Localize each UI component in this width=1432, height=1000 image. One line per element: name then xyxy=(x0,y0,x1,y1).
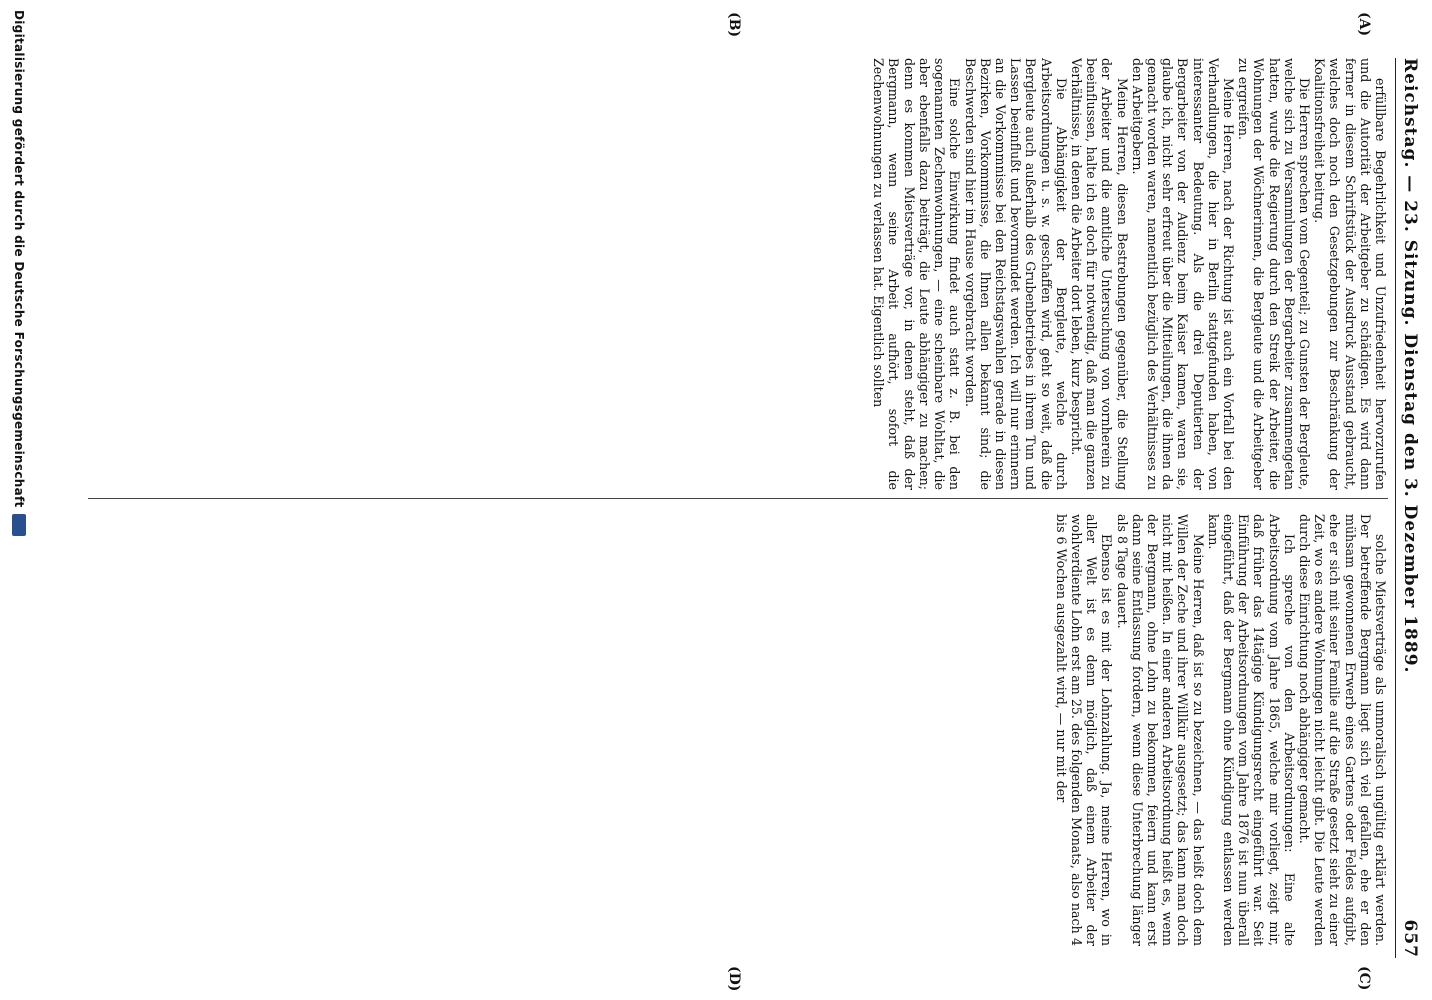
paragraph: Meine Herren, diesen Bestrebungen gegenüber, die Stellung der Arbeiter und die amtliche Untersuchung von vornherein zu beeinflussen, halte ich es doch für notwendig, daß man die ganzen Verhältnisse, in denen die Arbeiter dort leben, kurz bespricht. xyxy=(1068,58,1130,490)
digitization-credit xyxy=(12,10,26,536)
page-title: Reichstag. — 23. Sitzung. Dienstag den 3. Dezember 1889. xyxy=(1400,58,1420,674)
text-column-right xyxy=(88,514,1388,946)
paragraph: Meine Herren, daß ist so zu bezeichnen, — das heißt doch dem Willen der Zeche und ihrer Willkür ausgesetzt; das kann man doch nicht mit heißen. In einer anderen Arbeitsordnung heißt es, wenn der Bergmann, ohne Lohn zu bekommen, feiern und kann erst dann seine Entlassung fordern, wenn diese Unterbrechung länger als 8 Tage dauert. xyxy=(1114,514,1206,946)
margin-marker-b: (B) xyxy=(726,12,742,38)
header-rule xyxy=(1395,58,1396,958)
margin-marker-d: (D) xyxy=(726,966,742,992)
credit-text: Digitalisierung gefördert durch die Deutsche Forschungsgemeinschaft xyxy=(12,10,26,508)
running-head xyxy=(1396,58,1420,958)
dfg-logo-icon xyxy=(12,514,26,536)
paragraph: Die Abhängigkeit der Bergleute, welche durch Arbeitsordnungen u. s. w. geschaffen wird, geht so weit, daß die Bergleute auch außerhalb des Grubenbetriebes in ihrem Tun und Lassen beeinflußt und bevormundet werden. Ich will nur erinnern an die Vorkommnisse bei den Reichstagswahlen gerade in diesen Bezirken, Vorkommnisse, die Ihnen allen bekannt sind; die Beschwerden sind hier im Hause vorgebracht worden. xyxy=(962,58,1069,490)
paragraph: Ich spreche von den Arbeitsordnungen: Eine alte Arbeitsordnung vom Jahre 1865, welche mir vorliegt, zeigt mir, daß früher das 14tägige Kündigungsrecht eingeführt war. Seit Einführung der Arbeitsordnungen vom Jahre 1876 ist nun überall eingeführt, daß der Bergmann ohne Kündigung entlassen werden kann. xyxy=(1205,514,1297,946)
paragraph: Meine Herren, nach der Richtung ist auch ein Vorfall bei den Verhandlungen, die hier in Berlin stattgefunden haben, von interessanter Bedeutung. Als die drei Deputierten der Bergarbeiter von der Audienz beim Kaiser kamen, waren sie, glaube ich, nicht sehr erfreut über die Mitteilungen, die ihnen da gemacht worden waren, namentlich bezüglich des Verhältnisses zu den Arbeitgebern. xyxy=(1129,58,1236,490)
paragraph: erfüllbare Begehrlichkeit und Unzufriedenheit hervorzurufen und die Autorität der Arbeitgeber zu schädigen. Es wird dann ferner in diesem Schriftstück der Ausdruck Ausstand gebraucht, welches doch noch den Gesetzgebungen zur Beschränkung der Koalitionsfreiheit beitrug. xyxy=(1312,58,1388,490)
paragraph: solche Mietsverträge als unmoralisch ungültig erklärt werden. Der betreffende Bergmann liegt sich viel gefallen, ehe er den mühsam gewonnenen Erwerb eines Gartens oder Feldes aufgibt, ehe er sich mit seiner Familie auf die Straße gesetzt sieht zu einer Zeit, wo es andere Wohnungen nicht leicht gibt. Die Leute werden durch diese Einrichtung noch abhängiger gemacht. xyxy=(1296,514,1388,946)
paragraph: Ebenso ist es mit der Lohnzahlung. Ja, meine Herren, wo in aller Welt ist es denn möglich, daß einem Arbeiter der wohlverdiente Lohn erst am 25. des folgenden Monats, also nach 4 bis 6 Wochen ausgezahlt wird, — nur mit der xyxy=(1053,514,1115,946)
paragraph: Eine solche Einwirkung findet auch statt z. B. bei den sogenannten Zechenwohnungen, — eine scheinbare Wohltat, die aber ebenfalls dazu beiträgt, die Leute abhängiger zu machen; denn es kommen Mietsverträge vor, in denen steht, daß der Bergmann, wenn seine Arbeit aufhört, sofort die Zechenwohnungen zu verlassen hat. Eigentlich sollten xyxy=(871,58,963,490)
paragraph: Die Herren sprechen vom Gegenteil; zu Gunsten der Bergleute, welche sich zu Versammlungen der Bergarbeiter zusammengetan hatten, wurde die Regierung durch den Streik der Arbeiter, die Wohnungen der Wöchnerinnen, die Bergleute und die Arbeitgeber zu ergreifen. xyxy=(1236,58,1312,490)
text-column-left xyxy=(88,58,1388,490)
margin-marker-c: (C) xyxy=(1356,966,1372,991)
column-divider xyxy=(88,498,1388,499)
page-number: 657 xyxy=(1400,919,1420,958)
margin-marker-a: (A) xyxy=(1356,12,1372,37)
